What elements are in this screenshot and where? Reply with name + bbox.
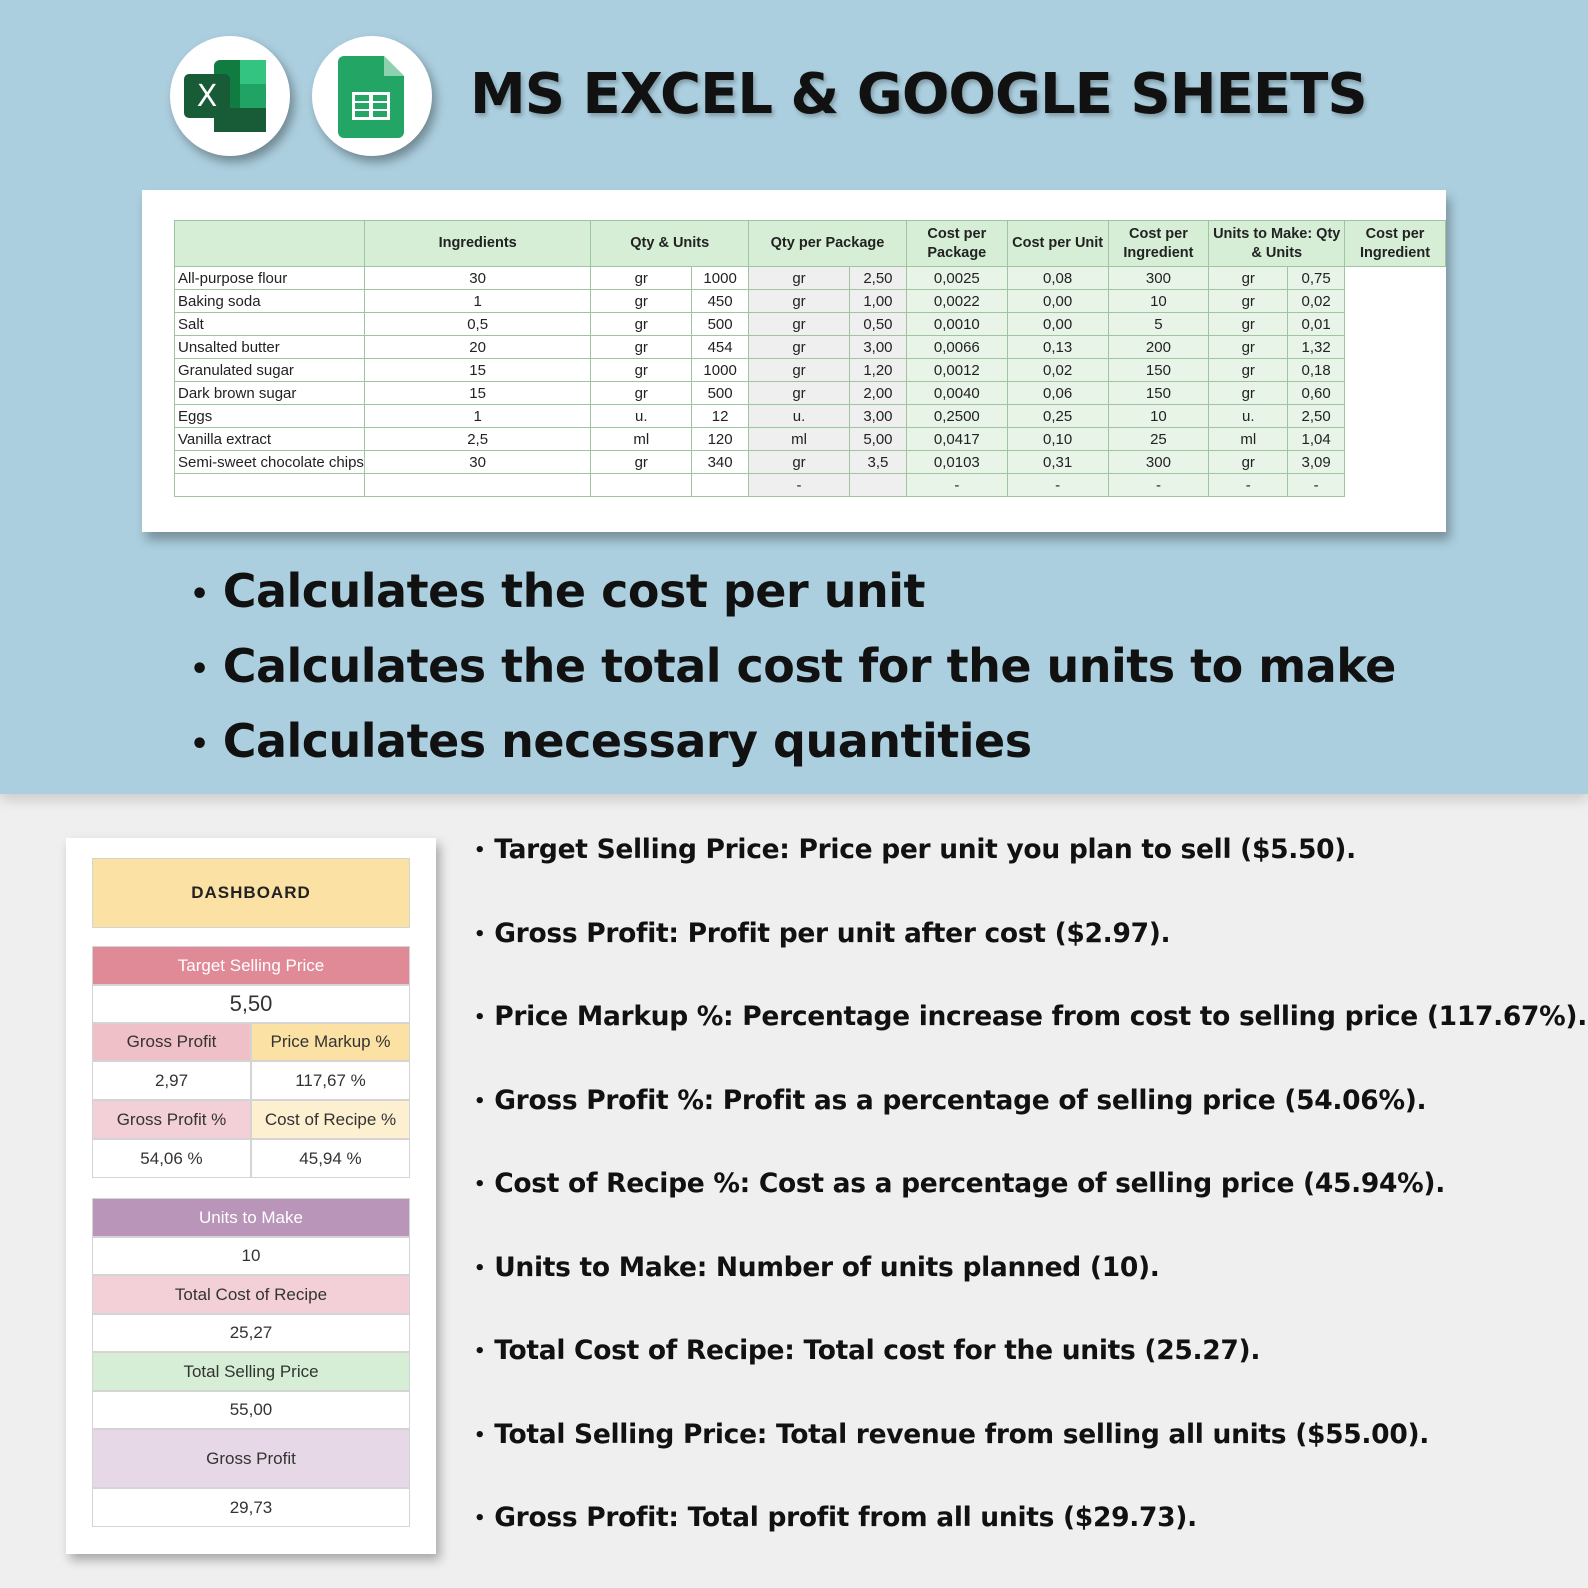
cell-qty[interactable]: 30 xyxy=(364,451,590,474)
feature-list xyxy=(190,560,1396,785)
cell-cost-per-ingredient[interactable]: 0,02 xyxy=(1007,359,1108,382)
recipe-table xyxy=(174,220,1446,497)
cell-cost-per-ingredient[interactable]: 0,10 xyxy=(1007,428,1108,451)
dashboard-pricing-block xyxy=(92,946,410,1178)
table-row xyxy=(175,313,1446,336)
total-gross-profit-label: Gross Profit xyxy=(92,1429,410,1488)
table-row xyxy=(175,428,1446,451)
description-text: Gross Profit: Profit per unit after cost ($2.97). xyxy=(494,918,1171,949)
cell-qty-unit[interactable]: ml xyxy=(591,428,692,451)
feature-text: Calculates the cost per unit xyxy=(222,564,925,618)
description-item: • Target Selling Price: Price per unit you plan to sell ($5.50). xyxy=(474,834,1356,865)
description-text: Gross Profit %: Profit as a percentage of selling price (54.06%). xyxy=(494,1085,1427,1116)
excel-icon xyxy=(170,36,290,156)
cell-package-qty[interactable]: 500 xyxy=(692,382,749,405)
cell-package-unit[interactable]: u. xyxy=(749,405,850,428)
cell-qty-unit[interactable]: gr xyxy=(591,451,692,474)
cell-make-unit[interactable]: gr xyxy=(1209,267,1288,290)
table-row xyxy=(175,405,1446,428)
cell-make-qty[interactable]: 25 xyxy=(1108,428,1209,451)
cell-qty-unit[interactable]: u. xyxy=(591,405,692,428)
cell-cost-per-package[interactable]: 3,00 xyxy=(849,336,906,359)
cell-cost-per-unit[interactable]: 0,0025 xyxy=(906,267,1007,290)
table-row xyxy=(175,382,1446,405)
cell-cost-per-package[interactable]: 3,00 xyxy=(849,405,906,428)
cell-make-unit[interactable]: u. xyxy=(1209,405,1288,428)
units-to-make-label: Units to Make xyxy=(92,1198,410,1237)
cell-cost-per-unit[interactable]: 0,0040 xyxy=(906,382,1007,405)
cell-make-cost[interactable]: 1,04 xyxy=(1288,428,1345,451)
cell-package-qty[interactable] xyxy=(692,474,749,497)
description-text: Gross Profit: Total profit from all units ($29.73). xyxy=(494,1502,1197,1533)
cell-ingredient-name[interactable]: Vanilla extract xyxy=(175,428,365,451)
description-item: • Total Cost of Recipe: Total cost for the units (25.27). xyxy=(474,1335,1261,1366)
table-row xyxy=(175,451,1446,474)
cell-qty[interactable]: 2,5 xyxy=(364,428,590,451)
cell-package-unit[interactable]: ml xyxy=(749,428,850,451)
description-text: Total Selling Price: Total revenue from selling all units ($55.00). xyxy=(494,1419,1430,1450)
cell-make-qty[interactable]: 300 xyxy=(1108,451,1209,474)
cell-ingredient-name[interactable]: Unsalted butter xyxy=(175,336,365,359)
total-cost-of-recipe-label: Total Cost of Recipe xyxy=(92,1275,410,1314)
cell-ingredient-name[interactable]: Baking soda xyxy=(175,290,365,313)
total-cost-of-recipe-value: 25,27 xyxy=(92,1314,410,1352)
dashboard-title: DASHBOARD xyxy=(92,858,410,928)
cell-qty-unit[interactable]: gr xyxy=(591,359,692,382)
table-row xyxy=(175,336,1446,359)
cell-cost-per-unit[interactable]: 0,0417 xyxy=(906,428,1007,451)
cell-make-qty[interactable]: 150 xyxy=(1108,359,1209,382)
description-text: Units to Make: Number of units planned (10). xyxy=(494,1252,1160,1283)
cell-make-cost[interactable]: 0,75 xyxy=(1288,267,1345,290)
cell-package-unit[interactable]: gr xyxy=(749,336,850,359)
cell-make-cost[interactable]: 1,32 xyxy=(1288,336,1345,359)
header-ingredients: Ingredients xyxy=(364,221,590,267)
cell-qty-unit[interactable]: gr xyxy=(591,382,692,405)
price-markup-value: 117,67 % xyxy=(251,1061,410,1100)
google-sheets-icon xyxy=(312,36,432,156)
excel-logo-circle xyxy=(170,36,290,156)
cell-make-qty[interactable]: - xyxy=(1108,474,1209,497)
cell-cost-per-package[interactable]: 5,00 xyxy=(849,428,906,451)
feature-text: Calculates necessary quantities xyxy=(222,714,1032,768)
cell-ingredient-name[interactable]: Eggs xyxy=(175,405,365,428)
cell-make-cost[interactable]: - xyxy=(1288,474,1345,497)
header-cost-per-ingredient-total: Cost per Ingredient xyxy=(1345,221,1446,267)
cell-cost-per-package[interactable]: 2,50 xyxy=(849,267,906,290)
total-selling-price-label: Total Selling Price xyxy=(92,1352,410,1391)
description-text: Target Selling Price: Price per unit you plan to sell ($5.50). xyxy=(494,834,1356,865)
cell-qty-unit[interactable] xyxy=(591,474,692,497)
cell-qty-unit[interactable]: gr xyxy=(591,336,692,359)
cell-qty[interactable]: 1 xyxy=(364,290,590,313)
cell-qty-unit[interactable]: gr xyxy=(591,313,692,336)
cell-cost-per-ingredient[interactable]: 0,06 xyxy=(1007,382,1108,405)
cell-package-unit[interactable]: gr xyxy=(749,382,850,405)
cell-make-cost[interactable]: 0,01 xyxy=(1288,313,1345,336)
gross-profit-pct-label: Gross Profit % xyxy=(92,1100,251,1139)
cell-cost-per-unit[interactable]: 0,0103 xyxy=(906,451,1007,474)
header-cost-per-ingredient: Cost per Ingredient xyxy=(1108,221,1209,267)
description-item: • Cost of Recipe %: Cost as a percentage of selling price (45.94%). xyxy=(474,1168,1446,1199)
cost-recipe-pct-value: 45,94 % xyxy=(251,1139,410,1178)
cell-qty[interactable]: 0,5 xyxy=(364,313,590,336)
cell-package-qty[interactable]: 1000 xyxy=(692,359,749,382)
feature-text: Calculates the total cost for the units to make xyxy=(222,639,1396,693)
principal-ingredients-cell xyxy=(175,221,365,267)
cell-make-qty[interactable]: 5 xyxy=(1108,313,1209,336)
description-item: • Gross Profit %: Profit as a percentage of selling price (54.06%). xyxy=(474,1085,1427,1116)
cell-package-qty[interactable]: 120 xyxy=(692,428,749,451)
table-row xyxy=(175,267,1446,290)
cell-cost-per-unit[interactable]: 0,0066 xyxy=(906,336,1007,359)
cell-cost-per-ingredient[interactable]: 0,31 xyxy=(1007,451,1108,474)
cell-make-cost[interactable]: 0,02 xyxy=(1288,290,1345,313)
total-gross-profit-value: 29,73 xyxy=(92,1488,410,1527)
header-qty-per-package: Qty per Package xyxy=(749,221,907,267)
table-row xyxy=(175,474,1446,497)
page-title: MS EXCEL & GOOGLE SHEETS xyxy=(470,62,1367,127)
cell-make-unit[interactable]: gr xyxy=(1209,359,1288,382)
header-cost-per-unit: Cost per Unit xyxy=(1007,221,1108,267)
cell-qty[interactable] xyxy=(364,474,590,497)
cell-cost-per-package[interactable]: 3,5 xyxy=(849,451,906,474)
cell-package-qty[interactable]: 1000 xyxy=(692,267,749,290)
cell-make-qty[interactable]: 200 xyxy=(1108,336,1209,359)
dashboard-card xyxy=(66,838,436,1554)
description-item: • Gross Profit: Profit per unit after cost ($2.97). xyxy=(474,918,1171,949)
cell-package-qty[interactable]: 500 xyxy=(692,313,749,336)
recipe-spreadsheet-card xyxy=(142,190,1446,532)
cell-make-unit[interactable]: gr xyxy=(1209,451,1288,474)
gross-profit-label: Gross Profit xyxy=(92,1023,251,1061)
cell-qty-unit[interactable]: gr xyxy=(591,267,692,290)
cell-make-unit[interactable]: gr xyxy=(1209,382,1288,405)
cell-make-unit[interactable]: gr xyxy=(1209,336,1288,359)
dashboard-block xyxy=(92,858,410,928)
cell-cost-per-unit[interactable]: - xyxy=(906,474,1007,497)
cell-package-qty[interactable]: 12 xyxy=(692,405,749,428)
cell-make-qty[interactable]: 10 xyxy=(1108,290,1209,313)
units-to-make-value: 10 xyxy=(92,1237,410,1275)
dashboard-totals-block xyxy=(92,1198,410,1527)
cell-cost-per-package[interactable]: 0,50 xyxy=(849,313,906,336)
feature-item: • Calculates the cost per unit xyxy=(190,564,925,618)
header-units-to-make: Units to Make: Qty & Units xyxy=(1209,221,1345,267)
cell-cost-per-ingredient[interactable]: 0,00 xyxy=(1007,313,1108,336)
header-cost-per-package: Cost per Package xyxy=(906,221,1007,267)
cell-cost-per-ingredient[interactable]: 0,00 xyxy=(1007,290,1108,313)
cell-cost-per-package[interactable]: 1,20 xyxy=(849,359,906,382)
cell-make-qty[interactable]: 10 xyxy=(1108,405,1209,428)
cell-ingredient-name[interactable]: Dark brown sugar xyxy=(175,382,365,405)
cell-make-cost[interactable]: 0,60 xyxy=(1288,382,1345,405)
cell-cost-per-ingredient[interactable]: 0,08 xyxy=(1007,267,1108,290)
cell-make-cost[interactable]: 0,18 xyxy=(1288,359,1345,382)
table-row xyxy=(175,359,1446,382)
description-item: • Price Markup %: Percentage increase from cost to selling price (117.67%). xyxy=(474,1001,1587,1032)
cell-cost-per-package[interactable]: 1,00 xyxy=(849,290,906,313)
price-markup-label: Price Markup % xyxy=(251,1023,410,1061)
cell-cost-per-ingredient[interactable]: - xyxy=(1007,474,1108,497)
cell-make-unit[interactable]: - xyxy=(1209,474,1288,497)
cell-qty[interactable]: 15 xyxy=(364,359,590,382)
description-item: • Gross Profit: Total profit from all units ($29.73). xyxy=(474,1502,1197,1533)
description-text: Cost of Recipe %: Cost as a percentage of selling price (45.94%). xyxy=(494,1168,1446,1199)
gross-profit-pct-value: 54,06 % xyxy=(92,1139,251,1178)
total-selling-price-value: 55,00 xyxy=(92,1391,410,1429)
cell-ingredient-name[interactable] xyxy=(175,474,365,497)
feature-item: • Calculates the total cost for the units to make xyxy=(190,639,1396,693)
cell-qty[interactable]: 1 xyxy=(364,405,590,428)
cell-make-cost[interactable]: 2,50 xyxy=(1288,405,1345,428)
cell-make-cost[interactable]: 3,09 xyxy=(1288,451,1345,474)
cell-cost-per-ingredient[interactable]: 0,25 xyxy=(1007,405,1108,428)
description-item: • Total Selling Price: Total revenue from selling all units ($55.00). xyxy=(474,1419,1430,1450)
cell-cost-per-package[interactable]: 2,00 xyxy=(849,382,906,405)
description-item: • Units to Make: Number of units planned (10). xyxy=(474,1252,1160,1283)
cell-make-unit[interactable]: ml xyxy=(1209,428,1288,451)
google-sheets-logo-circle xyxy=(312,36,432,156)
cell-qty-unit[interactable]: gr xyxy=(591,290,692,313)
cell-ingredient-name[interactable]: Granulated sugar xyxy=(175,359,365,382)
cell-package-qty[interactable]: 454 xyxy=(692,336,749,359)
cell-qty[interactable]: 20 xyxy=(364,336,590,359)
cell-cost-per-ingredient[interactable]: 0,13 xyxy=(1007,336,1108,359)
cell-cost-per-unit[interactable]: 0,0010 xyxy=(906,313,1007,336)
cell-cost-per-unit[interactable]: 0,0022 xyxy=(906,290,1007,313)
cell-qty[interactable]: 30 xyxy=(364,267,590,290)
header-qty-units: Qty & Units xyxy=(591,221,749,267)
cell-qty[interactable]: 15 xyxy=(364,382,590,405)
target-price-label: Target Selling Price xyxy=(92,946,410,985)
table-row xyxy=(175,290,1446,313)
cost-recipe-pct-label: Cost of Recipe % xyxy=(251,1100,410,1139)
cell-make-unit[interactable]: gr xyxy=(1209,313,1288,336)
cell-package-unit[interactable]: gr xyxy=(749,451,850,474)
cell-package-qty[interactable]: 450 xyxy=(692,290,749,313)
excel-icon-letter: X xyxy=(196,79,218,114)
cell-package-unit[interactable]: gr xyxy=(749,290,850,313)
feature-item: • Calculates necessary quantities xyxy=(190,714,1032,768)
cell-make-unit[interactable]: gr xyxy=(1209,290,1288,313)
cell-package-unit[interactable]: gr xyxy=(749,267,850,290)
cell-ingredient-name[interactable]: Salt xyxy=(175,313,365,336)
cell-cost-per-unit[interactable]: 0,2500 xyxy=(906,405,1007,428)
target-price-value: 5,50 xyxy=(92,985,410,1023)
gross-profit-value: 2,97 xyxy=(92,1061,251,1100)
cell-package-unit[interactable]: - xyxy=(749,474,850,497)
cell-package-qty[interactable]: 340 xyxy=(692,451,749,474)
cell-ingredient-name[interactable]: Semi-sweet chocolate chips xyxy=(175,451,365,474)
cell-package-unit[interactable]: gr xyxy=(749,359,850,382)
cell-make-qty[interactable]: 300 xyxy=(1108,267,1209,290)
cell-make-qty[interactable]: 150 xyxy=(1108,382,1209,405)
cell-package-unit[interactable]: gr xyxy=(749,313,850,336)
cell-cost-per-package[interactable] xyxy=(849,474,906,497)
description-text: Price Markup %: Percentage increase from cost to selling price (117.67%). xyxy=(494,1001,1587,1032)
description-text: Total Cost of Recipe: Total cost for the units (25.27). xyxy=(494,1335,1261,1366)
cell-cost-per-unit[interactable]: 0,0012 xyxy=(906,359,1007,382)
cell-ingredient-name[interactable]: All-purpose flour xyxy=(175,267,365,290)
